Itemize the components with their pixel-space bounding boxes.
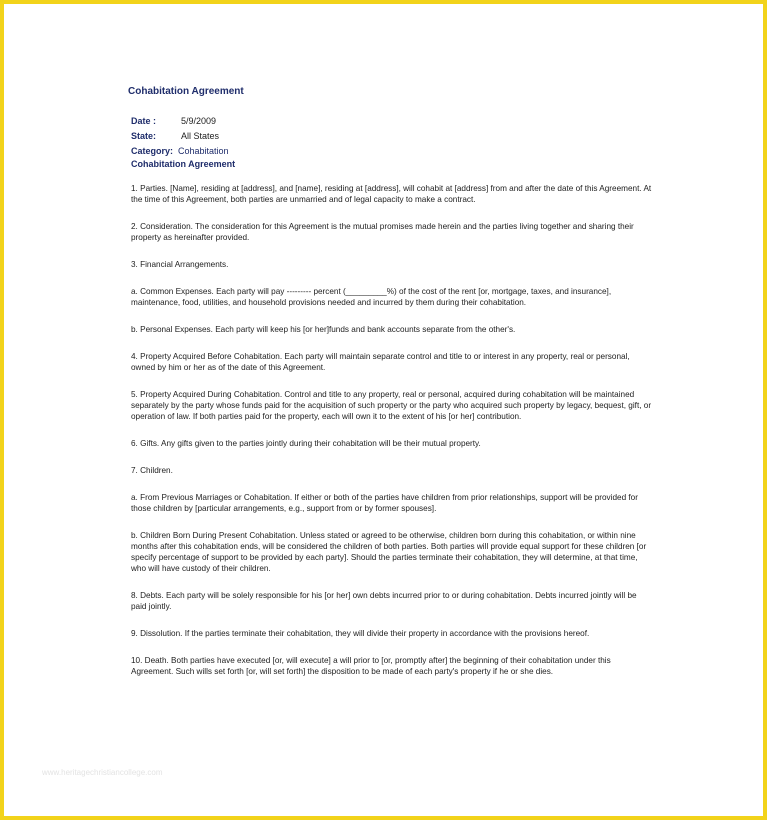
paragraph-children-present: b. Children Born During Present Cohabitation. Unless stated or agreed to be otherwise, children born during this cohabitation, or within nine months after this cohabitation ends, will be considered the children of both parties. Both parties will provide equal support for these children [or specify percentage of support to be provided by each party]. Should the parties terminate their cohabitation, they will determine, at that time, who will have custody of their children. [131, 531, 647, 573]
paragraph-children-previous: a. From Previous Marriages or Cohabitation. If either or both of the parties have children from prior relationships, support will be provided for those children by [particular arrangements, e.g., support from or by former spouses]. [131, 493, 638, 513]
date-value: 5/9/2009 [181, 116, 217, 126]
category-label: Category: [131, 146, 174, 156]
document-subtitle: Cohabitation Agreement [131, 159, 236, 169]
meta-date-row [128, 114, 653, 129]
category-value: Cohabitation [178, 146, 229, 156]
paragraph-death: 10. Death. Both parties have executed [or, will execute] a will prior to [or, promptly after] the beginning of their cohabitation under this Agreement. Such wills set forth [or, will set forth] the disposition to be made of each party's property if he or she dies. [131, 656, 611, 676]
paragraph-personal-expenses: b. Personal Expenses. Each party will keep his [or her]funds and bank accounts separate from the other's. [131, 325, 516, 334]
paragraph-financial-arrangements: 3. Financial Arrangements. [131, 260, 229, 269]
paragraph-consideration: 2. Consideration. The consideration for this Agreement is the mutual promises made herein and the parties living together and sharing their property as hereinafter provided. [131, 222, 634, 242]
paragraph-children: 7. Children. [131, 466, 173, 475]
meta-category-row [128, 144, 653, 159]
paragraph-gifts: 6. Gifts. Any gifts given to the parties jointly during their cohabitation will be their mutual property. [131, 439, 481, 448]
state-label: State: [131, 131, 157, 141]
watermark: www.heritagechristiancollege.com [42, 768, 163, 777]
paragraph-parties: 1. Parties. [Name], residing at [address], and [name], residing at [address], will cohabit at [address] from and after the date of this Agreement. At the time of this Agreement, both parties are unmarried and of legal capacity to make a contract. [131, 184, 652, 204]
paragraph-dissolution: 9. Dissolution. If the parties terminate their cohabitation, they will divide their property in accordance with the provisions hereof. [131, 629, 590, 638]
paragraph-common-expenses: a. Common Expenses. Each party will pay --------- percent (_________%) of the cost of the rent [or, mortgage, taxes, and insurance], maintenance, food, utilities, and household provisions needed and incurred by them during their cohabitation. [131, 287, 612, 307]
meta-state-row [128, 129, 653, 144]
paragraph-debts: 8. Debts. Each party will be solely responsible for his [or her] own debts incurred prior to or during cohabitation. Debts incurred jointly will be paid jointly. [131, 591, 637, 611]
paragraph-property-during: 5. Property Acquired During Cohabitation. Control and title to any property, real or personal, acquired during cohabitation will be maintained separately by the party whose funds paid for the acquisition of such property or the party who acquired such property by legacy, bequest, gift, or operation of law. If both parties paid for the property, each will own it to the extent of his [or her] contribution. [131, 390, 652, 421]
date-label: Date : [131, 116, 157, 126]
paragraph-property-before: 4. Property Acquired Before Cohabitation. Each party will maintain separate control and title to or interest in any property, real or personal, owned by him or her as of the date of this Agreement. [131, 352, 630, 372]
document-title: Cohabitation Agreement [128, 86, 244, 97]
document-page [128, 86, 653, 693]
state-value: All States [181, 131, 220, 141]
document-meta [128, 114, 653, 159]
